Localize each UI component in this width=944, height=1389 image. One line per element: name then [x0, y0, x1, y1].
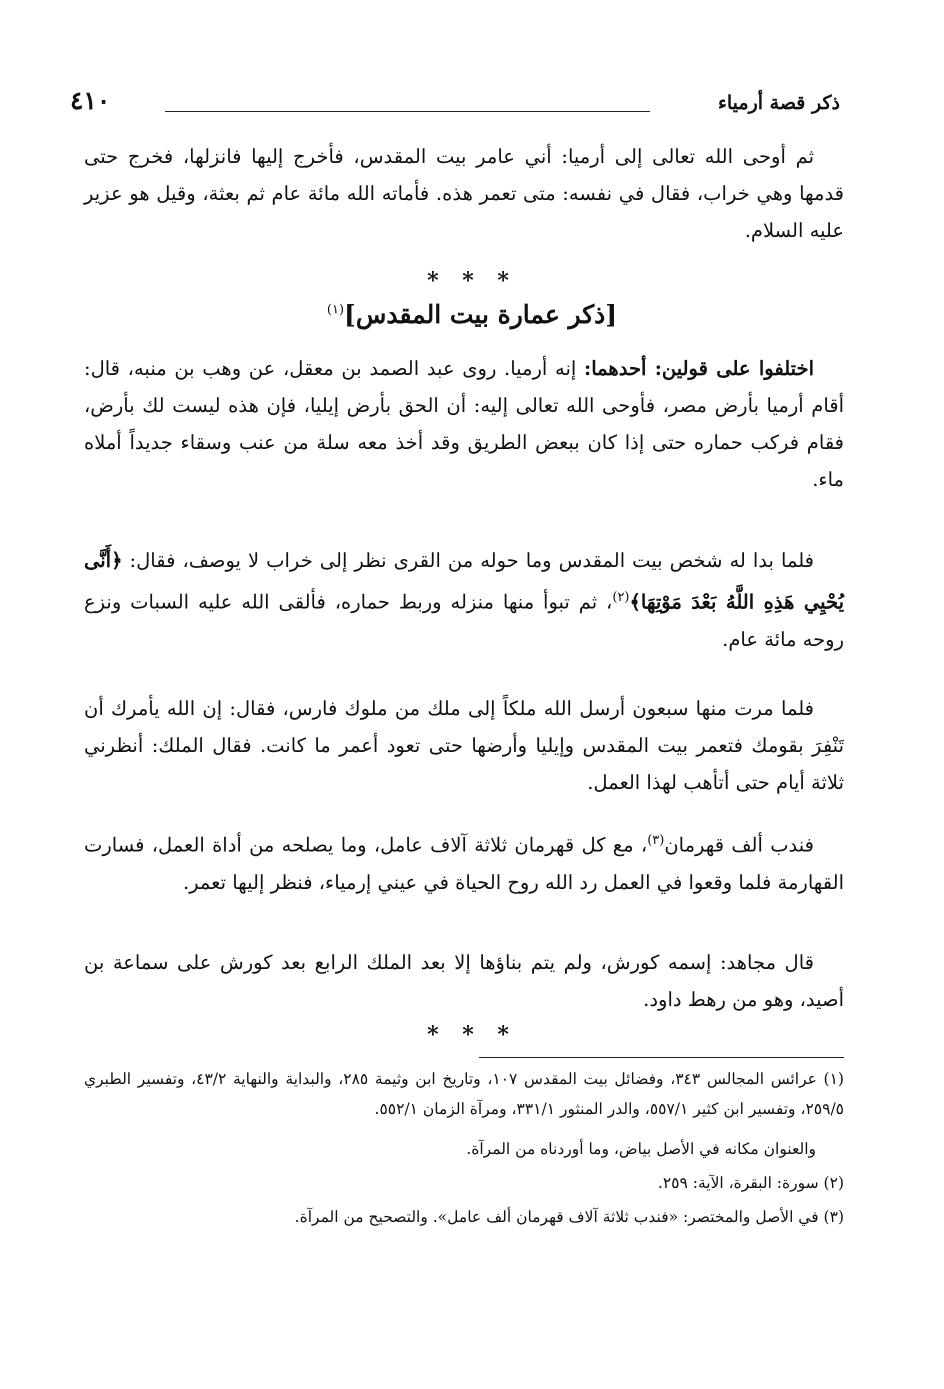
- section-heading-footnote-ref: (١): [326, 302, 345, 318]
- section-heading: [0, 300, 944, 329]
- footnote-ref-2: (٢): [612, 590, 630, 605]
- footnote-3: (٣) في الأصل والمختصر: «فندب ثلاثة آلاف قهرمان ألف عامل». والتصحيح من المرآة.: [294, 1208, 844, 1226]
- paragraph-body-after: ، مع كل قهرمان ثلاثة آلاف عامل، وما يصلحه من أداة العمل، فسارت القهارمة فلما وقعوا في العمل رد الله روح الحياة في عيني إرمياء، فنظر إليها تعمر.: [84, 833, 844, 894]
- footnote-1: (١) عرائس المجالس ٣٤٣، وفضائل بيت المقدس ١٠٧، وتاريخ ابن وثيمة ٢٨٥، والبداية والنهاية ٤٣/٢، وتفسير الطبري ٢٥٩/٥، وتفسير ابن كثير ٥٥٧/١، والدر المنثور ٣٣١/١، ومرآة الزمان ٥٥٢/١.: [84, 1070, 844, 1118]
- paragraph-ruins-text: [84, 542, 844, 658]
- paragraph-mujahid-text: قال مجاهد: إسمه كورش، ولم يتم بناؤها إلا بعد الملك الرابع بعد كورش على سماعة بن أصيد، وهو من رهط داود.: [84, 951, 844, 1011]
- intro-paragraph: [84, 138, 844, 249]
- quran-quote: ﴿أَنَّى يُحْيِي هَذِهِ اللَّهُ بَعْدَ مَوْتِهَا﴾: [84, 549, 845, 614]
- footnote-ref-3: (٣): [647, 833, 665, 848]
- footnote-rule: [479, 1057, 844, 1058]
- page-number: ٤١٠: [70, 86, 111, 115]
- paragraph-two-opinions: [84, 350, 844, 498]
- paragraph-body-before: فندب ألف قهرمان: [664, 833, 814, 857]
- section-heading-text: [ذكر عمارة بيت المقدس]: [344, 300, 618, 329]
- intro-paragraph-text: ثم أوحى الله تعالى إلى أرميا: أني عامر بيت المقدس، فأخرج إليها فانزلها، فخرج حتى قدمها وهي خراب، فقال في نفسه: متى تعمر هذه. فأماته الله مائة عام ثم بعثة، وقيل هو عزير عليه السلام.: [84, 145, 844, 242]
- paragraph-mujahid: [84, 944, 844, 1018]
- running-title: ذكر قصة أرمياء: [717, 92, 840, 114]
- paragraph-persian-king: [84, 690, 844, 801]
- footnotes: [84, 1064, 844, 1232]
- paragraph-body-before: فلما بدا له شخص بيت المقدس وما حوله من القرى نظر إلى خراب لا يوصف، فقال:: [122, 549, 814, 572]
- paragraph-stewards: [84, 822, 844, 901]
- header-rule: [165, 111, 650, 112]
- separator-stars-top: * * *: [427, 268, 517, 294]
- paragraph-body-after: ، ثم تبوأ منها منزله وربط حماره، فألقى الله عليه السبات ونزع روحه مائة عام.: [84, 590, 844, 651]
- paragraph-two-opinions-text: [84, 350, 844, 498]
- paragraph-lead: اختلفوا على قولين: أحدهما:: [584, 357, 815, 380]
- footnote-1-continuation: والعنوان مكانه في الأصل بياض، وما أوردناه من المرآة.: [466, 1140, 816, 1158]
- paragraph-persian-king-text: فلما مرت منها سبعون أرسل الله ملكاً إلى ملك من ملوك فارس، فقال: إن الله يأمرك أن تَنْفِرَ بقومك فتعمر بيت المقدس وإيليا وأرضها حتى تعود أعمر ما كانت. فقال الملك: أنظرني ثلاثة أيام حتى أتأهب لهذا العمل.: [84, 697, 844, 794]
- paragraph-stewards-text: [84, 822, 844, 901]
- footnote-2: (٢) سورة: البقرة، الآية: ٢٥٩.: [657, 1174, 844, 1192]
- paragraph-ruins: [84, 542, 844, 658]
- separator-stars-bottom: * * *: [427, 1022, 517, 1048]
- page-header: [70, 86, 840, 126]
- paragraph-body: إنه أرميا. روى عبد الصمد بن معقل، عن وهب بن منبه، قال: أقام أرميا بأرض مصر، فأوحى الله تعالى إليه: أن الحق بأرض إيليا، فإن هذه ليست لك بأرض، فقام فركب حماره حتى إذا كان ببعض الطريق وقد أخذ معه سلة من عنب وسقاء جديداً أملاه ماء.: [84, 357, 844, 491]
